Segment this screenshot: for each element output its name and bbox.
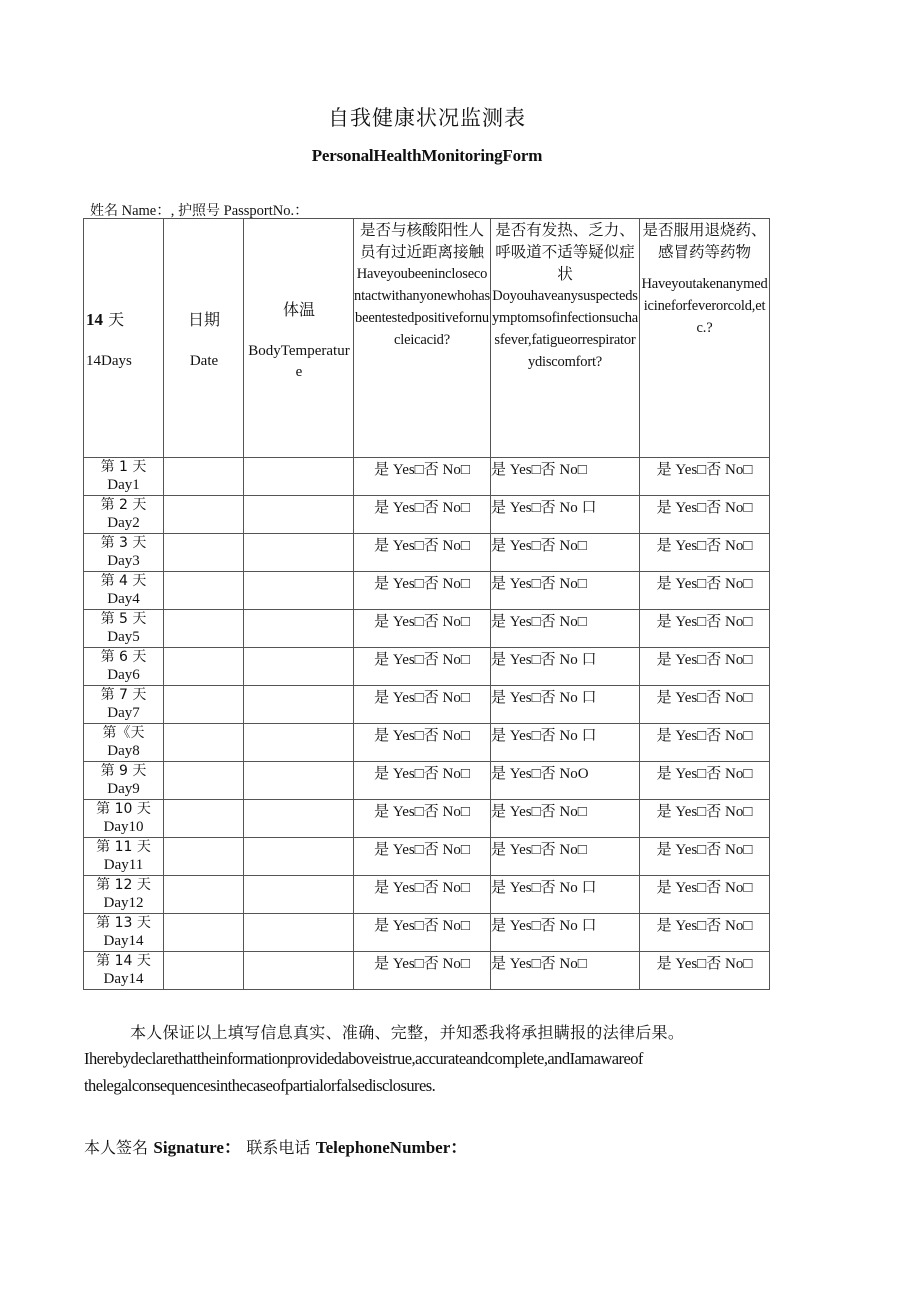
contact-answer-cell[interactable]: 是 Yes□否 No□	[354, 610, 491, 648]
declaration-en-line2: thelegalconsequencesinthecaseofpartialorfalsedisclosures.	[84, 1076, 436, 1095]
header-question-symptoms	[491, 219, 640, 458]
symptoms-answer-cell[interactable]: 是 Yes□否 No□	[491, 458, 640, 496]
header-temperature	[244, 219, 354, 458]
day-cell	[84, 762, 164, 800]
telephone-label-cn: 联系电话	[246, 1138, 311, 1157]
name-label-en: Name：,	[121, 203, 178, 219]
table-row	[84, 496, 770, 534]
day-label-en: Day14	[103, 971, 144, 987]
temperature-input-cell[interactable]	[244, 686, 354, 724]
contact-answer-cell[interactable]: 是 Yes□否 No□	[354, 648, 491, 686]
contact-answer-cell[interactable]: 是 Yes□否 No□	[354, 724, 491, 762]
medicine-answer-cell[interactable]: 是 Yes□否 No□	[640, 458, 770, 496]
header-days-en: 14Days	[86, 353, 132, 369]
question-contact-en: Haveyoubeeninclosecontactwithanyonewhohasbeentestedpositivefornucleicacid?	[354, 266, 490, 348]
contact-answer-cell[interactable]: 是 Yes□否 No□	[354, 762, 491, 800]
date-input-cell[interactable]	[164, 876, 244, 914]
passport-label-cn: 护照号	[178, 203, 220, 219]
temperature-input-cell[interactable]	[244, 838, 354, 876]
contact-answer-cell[interactable]: 是 Yes□否 No□	[354, 458, 491, 496]
medicine-answer-cell[interactable]: 是 Yes□否 No□	[640, 686, 770, 724]
temperature-input-cell[interactable]	[244, 914, 354, 952]
day-cell	[84, 876, 164, 914]
table-row	[84, 952, 770, 990]
day-cell	[84, 914, 164, 952]
contact-answer-cell[interactable]: 是 Yes□否 No□	[354, 572, 491, 610]
medicine-answer-cell[interactable]: 是 Yes□否 No□	[640, 572, 770, 610]
day-label-en: Day2	[107, 515, 140, 531]
day-label-en: Day1	[107, 477, 140, 493]
header-days	[84, 219, 164, 458]
table-row	[84, 762, 770, 800]
day-cell	[84, 610, 164, 648]
day-label-en: Day10	[103, 819, 144, 835]
header-temperature-cn: 体温	[282, 300, 315, 319]
day-label-en: Day5	[107, 629, 140, 645]
day-label-cn: 第 12 天	[96, 877, 151, 893]
temperature-input-cell[interactable]	[244, 800, 354, 838]
day-label-cn: 第 5 天	[100, 611, 147, 627]
signature-line	[84, 1133, 467, 1158]
question-medicine-en: Haveyoutakenanymedicineforfeverorcold,etc.?	[641, 276, 768, 336]
temperature-input-cell[interactable]	[244, 762, 354, 800]
monitoring-table	[83, 218, 770, 990]
contact-answer-cell[interactable]: 是 Yes□否 No□	[354, 800, 491, 838]
passport-label-en: PassportNo.：	[223, 203, 309, 219]
table-row	[84, 648, 770, 686]
symptoms-answer-cell[interactable]: 是 Yes□否 No□	[491, 610, 640, 648]
day-cell	[84, 686, 164, 724]
symptoms-answer-cell[interactable]: 是 Yes□否 No□	[491, 952, 640, 990]
day-label-cn: 第《天	[102, 725, 145, 741]
question-symptoms-cn: 是否有发热、乏力、呼吸道不适等疑似症状	[495, 221, 635, 283]
form-title-en: PersonalHealthMonitoringForm	[311, 146, 543, 165]
day-cell	[84, 458, 164, 496]
name-label-cn: 姓名	[90, 203, 118, 219]
header-date-en: Date	[189, 353, 219, 369]
table-row	[84, 876, 770, 914]
table-row	[84, 724, 770, 762]
day-cell	[84, 572, 164, 610]
question-symptoms-en: Doyouhaveanysuspectedsymptomsofinfectionsuchasfever,fatigueorrespiratorydiscomfort?	[491, 288, 638, 370]
medicine-answer-cell[interactable]: 是 Yes□否 No□	[640, 952, 770, 990]
table-row	[84, 800, 770, 838]
date-input-cell[interactable]	[164, 952, 244, 990]
medicine-answer-cell[interactable]: 是 Yes□否 No□	[640, 914, 770, 952]
day-label-en: Day7	[107, 705, 140, 721]
day-cell	[84, 724, 164, 762]
symptoms-answer-cell[interactable]: 是 Yes□否 No 口	[491, 686, 640, 724]
contact-answer-cell[interactable]: 是 Yes□否 No□	[354, 876, 491, 914]
date-input-cell[interactable]	[164, 724, 244, 762]
table-row	[84, 686, 770, 724]
symptoms-answer-cell[interactable]: 是 Yes□否 NoO	[491, 762, 640, 800]
telephone-label-en: TelephoneNumber：	[315, 1138, 468, 1157]
temperature-input-cell[interactable]	[244, 952, 354, 990]
medicine-answer-cell[interactable]: 是 Yes□否 No□	[640, 838, 770, 876]
signature-label-cn: 本人签名	[84, 1138, 149, 1157]
medicine-answer-cell[interactable]: 是 Yes□否 No□	[640, 534, 770, 572]
date-input-cell[interactable]	[164, 534, 244, 572]
day-cell	[84, 648, 164, 686]
day-label-en: Day14	[103, 933, 144, 949]
medicine-answer-cell[interactable]: 是 Yes□否 No□	[640, 496, 770, 534]
day-label-en: Day6	[107, 667, 140, 683]
table-row	[84, 610, 770, 648]
symptoms-answer-cell[interactable]: 是 Yes□否 No 口	[491, 876, 640, 914]
day-label-cn: 第 11 天	[96, 839, 151, 855]
day-label-cn: 第 14 天	[96, 953, 151, 969]
contact-answer-cell[interactable]: 是 Yes□否 No□	[354, 496, 491, 534]
table-row	[84, 914, 770, 952]
medicine-answer-cell[interactable]: 是 Yes□否 No□	[640, 800, 770, 838]
day-label-cn: 第 9 天	[100, 763, 147, 779]
temperature-input-cell[interactable]	[244, 572, 354, 610]
day-label-cn: 第 2 天	[100, 497, 147, 513]
day-cell	[84, 534, 164, 572]
day-cell	[84, 496, 164, 534]
medicine-answer-cell[interactable]: 是 Yes□否 No□	[640, 876, 770, 914]
day-label-en: Day4	[107, 591, 140, 607]
symptoms-answer-cell[interactable]: 是 Yes□否 No□	[491, 838, 640, 876]
header-question-medicine	[640, 219, 770, 458]
day-label-cn: 第 1 天	[100, 459, 147, 475]
contact-answer-cell[interactable]: 是 Yes□否 No□	[354, 838, 491, 876]
symptoms-answer-cell[interactable]: 是 Yes□否 No□	[491, 572, 640, 610]
contact-answer-cell[interactable]: 是 Yes□否 No□	[354, 534, 491, 572]
table-row	[84, 458, 770, 496]
day-label-cn: 第 7 天	[100, 687, 147, 703]
day-label-en: Day3	[107, 553, 140, 569]
header-question-contact	[354, 219, 491, 458]
question-medicine-cn: 是否服用退烧药、感冒药等药物	[642, 221, 767, 261]
question-contact-cn: 是否与核酸阳性人员有过近距离接触	[359, 221, 484, 261]
day-label-en: Day8	[107, 743, 140, 759]
day-label-en: Day11	[103, 857, 144, 873]
table-row	[84, 572, 770, 610]
date-input-cell[interactable]	[164, 648, 244, 686]
contact-answer-cell[interactable]: 是 Yes□否 No□	[354, 686, 491, 724]
medicine-answer-cell[interactable]: 是 Yes□否 No□	[640, 762, 770, 800]
medicine-answer-cell[interactable]: 是 Yes□否 No□	[640, 648, 770, 686]
day-label-cn: 第 13 天	[96, 915, 151, 931]
date-input-cell[interactable]	[164, 762, 244, 800]
header-date-cn: 日期	[187, 310, 220, 329]
symptoms-answer-cell[interactable]: 是 Yes□否 No 口	[491, 724, 640, 762]
date-input-cell[interactable]	[164, 838, 244, 876]
date-input-cell[interactable]	[164, 686, 244, 724]
day-cell	[84, 838, 164, 876]
contact-answer-cell[interactable]: 是 Yes□否 No□	[354, 952, 491, 990]
symptoms-answer-cell[interactable]: 是 Yes□否 No□	[491, 534, 640, 572]
declaration-cn: 本人保证以上填写信息真实、准确、完整，并知悉我将承担瞒报的法律后果。	[130, 1023, 685, 1042]
symptoms-answer-cell[interactable]: 是 Yes□否 No 口	[491, 648, 640, 686]
day-label-cn: 第 10 天	[96, 801, 151, 817]
temperature-input-cell[interactable]	[244, 724, 354, 762]
contact-answer-cell[interactable]: 是 Yes□否 No□	[354, 914, 491, 952]
day-label-cn: 第 4 天	[100, 573, 147, 589]
symptoms-answer-cell[interactable]: 是 Yes□否 No 口	[491, 496, 640, 534]
medicine-answer-cell[interactable]: 是 Yes□否 No□	[640, 610, 770, 648]
header-days-number: 14	[86, 310, 103, 329]
temperature-input-cell[interactable]	[244, 876, 354, 914]
form-title-cn: 自我健康状况监测表	[328, 106, 526, 130]
date-input-cell[interactable]	[164, 458, 244, 496]
table-header-row	[84, 219, 770, 458]
date-input-cell[interactable]	[164, 572, 244, 610]
date-input-cell[interactable]	[164, 496, 244, 534]
name-passport-line	[90, 199, 309, 220]
temperature-input-cell[interactable]	[244, 458, 354, 496]
day-label-en: Day12	[103, 895, 144, 911]
day-label-cn: 第 6 天	[100, 649, 147, 665]
temperature-input-cell[interactable]	[244, 610, 354, 648]
day-cell	[84, 800, 164, 838]
symptoms-answer-cell[interactable]: 是 Yes□否 No□	[491, 800, 640, 838]
medicine-answer-cell[interactable]: 是 Yes□否 No□	[640, 724, 770, 762]
date-input-cell[interactable]	[164, 914, 244, 952]
temperature-input-cell[interactable]	[244, 496, 354, 534]
table-row	[84, 838, 770, 876]
header-temperature-en: BodyTemperature	[248, 343, 350, 380]
date-input-cell[interactable]	[164, 800, 244, 838]
temperature-input-cell[interactable]	[244, 648, 354, 686]
date-input-cell[interactable]	[164, 610, 244, 648]
symptoms-answer-cell[interactable]: 是 Yes□否 No 口	[491, 914, 640, 952]
table-row	[84, 534, 770, 572]
signature-label-en: Signature：	[153, 1138, 241, 1157]
header-days-cn: 天	[108, 310, 125, 329]
table-body	[84, 458, 770, 990]
temperature-input-cell[interactable]	[244, 534, 354, 572]
header-date	[164, 219, 244, 458]
day-cell	[84, 952, 164, 990]
declaration-en-line1: Iherebydeclarethattheinformationprovidedaboveistrue,accurateandcomplete,andIamawareof	[84, 1049, 643, 1068]
day-label-en: Day9	[107, 781, 140, 797]
day-label-cn: 第 3 天	[100, 535, 147, 551]
